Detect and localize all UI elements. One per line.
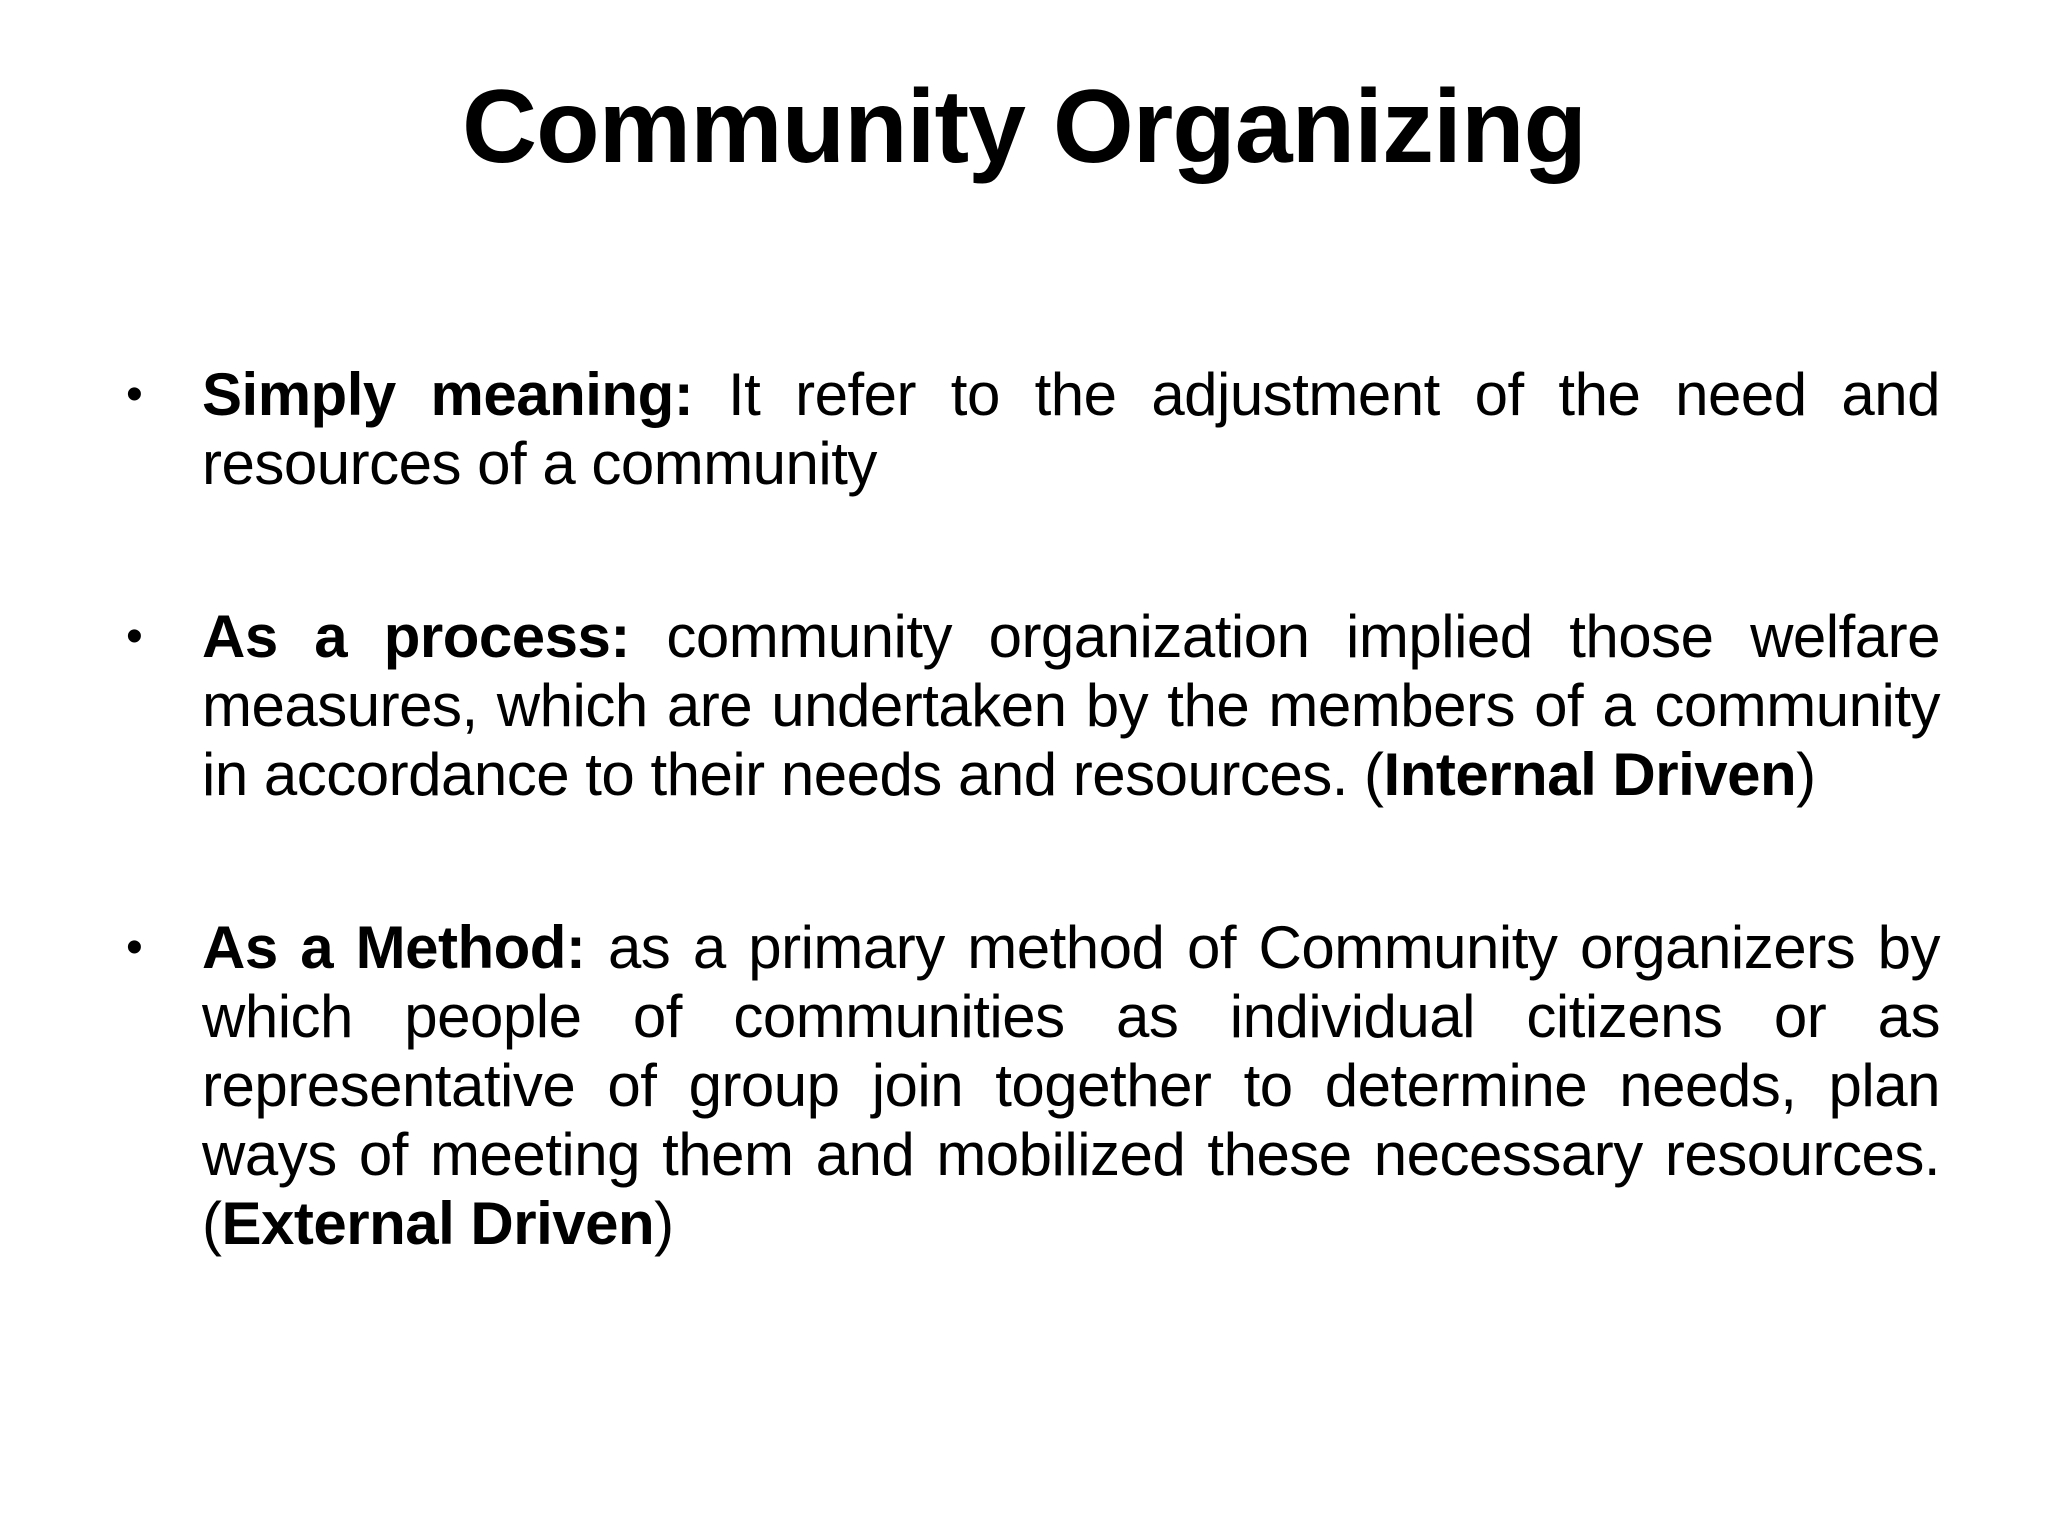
bullet-as-a-process	[120, 602, 1940, 809]
bullet-tag: External Driven	[221, 1190, 655, 1257]
bullet-text: community organization implied those welfare measures, which are undertaken by the members of a community in accordance to their needs and resources.	[202, 603, 1940, 808]
bullet-tag-close: )	[654, 1190, 674, 1257]
bullet-tag: Internal Driven	[1383, 741, 1797, 808]
bullet-text: It refer to the adjustment of the need and resources of a community	[202, 361, 1941, 497]
bullet-term: As a process:	[202, 603, 630, 670]
bullet-tag-open: (	[1364, 741, 1384, 808]
bullet-as-a-method	[120, 913, 1940, 1258]
bullet-tag-close: )	[1796, 741, 1816, 808]
slide-title: Community Organizing	[462, 69, 1586, 185]
bullet-list	[120, 360, 1940, 1362]
bullet-dot-icon: •	[126, 610, 143, 663]
bullet-term: As a Method:	[202, 914, 586, 981]
bullet-dot-icon: •	[126, 368, 143, 421]
bullet-term: Simply meaning:	[202, 361, 694, 428]
bullet-text: as a primary method of Community organizers by which people of communities as individual citizens or as representative of group join together to determine needs, plan ways of meeting them and mobilized these necessary resources.	[202, 914, 1940, 1188]
bullet-simply-meaning	[120, 360, 1940, 498]
bullet-tag-open: (	[202, 1190, 222, 1257]
bullet-dot-icon: •	[126, 921, 143, 974]
